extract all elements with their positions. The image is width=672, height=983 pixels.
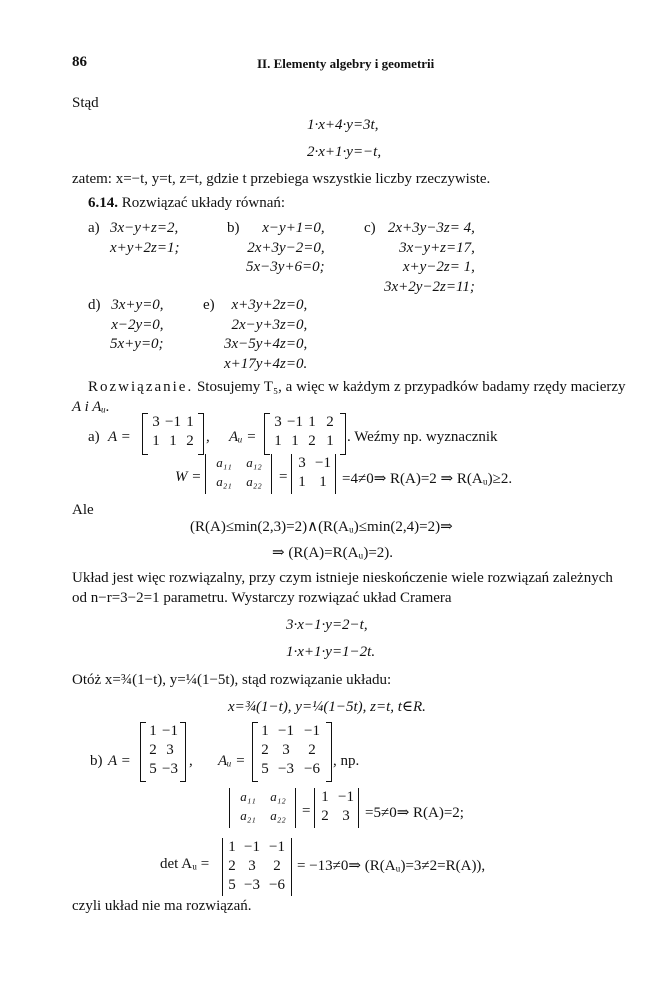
cramer-eq-2: 1·x+1·y=1−2t.	[286, 644, 376, 660]
matrix-B	[140, 722, 186, 782]
det-bar	[291, 838, 292, 896]
matrix-A-right-bracket	[198, 413, 204, 455]
problem-number: 6.14.	[88, 195, 118, 211]
matrix-Bu-cell: 5	[261, 761, 269, 777]
system-b-eq-3: 5x−3y+6=0;	[246, 259, 325, 275]
B-num-cell: 2	[321, 808, 329, 824]
matrix-A-cell: 1	[169, 433, 177, 449]
W-cell: a₂₂	[246, 474, 262, 489]
system-c-eq-2: 3x−y+z=17,	[399, 239, 475, 256]
system-b-equations	[246, 219, 325, 278]
B-num-cell: −1	[338, 789, 354, 805]
solution-intro	[88, 379, 626, 396]
system-d-label: d)	[88, 297, 101, 313]
system-d-equations	[110, 296, 164, 355]
W-equals: W =	[175, 469, 202, 485]
system-b-eq-2: 2x+3y−2=0,	[247, 239, 325, 256]
intro-conclusion: zatem: x=−t, y=t, z=t, gdzie t przebiega wszystkie liczby rzeczywiste.	[72, 171, 491, 187]
system-e-eq-4: x+17y+4z=0.	[224, 355, 308, 372]
W-num-cell: 1	[319, 474, 327, 490]
intro-equation-2: 2·x+1·y=−t,	[307, 144, 382, 160]
stad-text: Stąd	[72, 95, 99, 111]
matrix-B-cell: 1	[149, 723, 157, 739]
det-bar	[229, 788, 230, 828]
cramer-eq-1: 3·x−1·y=2−t,	[286, 617, 368, 633]
W-cell: a₂₁	[216, 474, 232, 489]
system-b-eq-1: x−y+1=0,	[262, 220, 325, 236]
wezmy-text: . Weźmy np. wyznacznik	[347, 429, 498, 445]
system-a-eq-1: 3x−y+z=2,	[110, 220, 179, 236]
det-Au-cell: −1	[269, 839, 285, 855]
det-Au-result: = −13≠0⇒ (R(Aᵤ)=3≠2=R(A)),	[297, 858, 486, 874]
matrix-Au-cell: 1	[326, 433, 334, 449]
system-d-eq-2: x−2y=0,	[111, 316, 164, 333]
system-d-eq-3: 5x+y=0;	[110, 336, 164, 352]
det-Au-cell: −3	[244, 877, 260, 893]
A-equals-b: A =	[108, 753, 131, 769]
matrix-B-cell: −1	[162, 723, 178, 739]
matrix-Bu-cell: −6	[304, 761, 320, 777]
part-b-label: b)	[90, 753, 103, 769]
system-c-eq-4: 3x+2y−2z=11;	[384, 278, 475, 295]
ale-text: Ale	[72, 502, 94, 518]
matrix-Au-cell: 1	[291, 433, 299, 449]
det-bar	[314, 788, 315, 828]
matrix-Bu-cell: −3	[278, 761, 294, 777]
Au-equals: Aᵤ =	[229, 429, 257, 445]
W-num-cell: −1	[315, 455, 331, 471]
paragraph-line-1: Układ jest więc rozwiązalny, przy czym istnieje nieskończenie wiele rozwiązań zależnych	[72, 570, 613, 586]
matrix-B-cell: 2	[149, 742, 157, 758]
solution-text-1: Stosujemy T₅, a więc w każdym z przypadków badamy rzędy macierzy	[196, 379, 626, 395]
page-number: 86	[72, 54, 87, 70]
system-e-eq-2: 2x−y+3z=0,	[231, 316, 308, 333]
matrix-Au-cell: 1	[308, 414, 316, 430]
otoz-text: Otóż x=¾(1−t), y=¼(1−5t), stąd rozwiązanie układu:	[72, 672, 392, 688]
det-bar	[295, 788, 296, 828]
W-cell: a₁₂	[246, 455, 262, 470]
det-Au-cell: 3	[248, 858, 256, 874]
running-head: II. Elementy algebry i geometrii	[257, 56, 435, 71]
matrix-A-cell: 2	[186, 433, 194, 449]
system-e-equations	[224, 296, 307, 374]
system-e-eq-3: 3x−5y+4z=0,	[224, 336, 308, 352]
matrix-Bu-cell: 3	[282, 742, 290, 758]
det-Au-cell: 2	[273, 858, 281, 874]
det-Au-matrix	[222, 838, 294, 896]
system-a	[88, 219, 100, 239]
matrix-Au-cell: 2	[308, 433, 316, 449]
det-bar	[271, 454, 272, 494]
system-b-label: b)	[227, 220, 240, 236]
B-det-result: =5≠0⇒ R(A)=2;	[365, 805, 464, 821]
equals-sign: =	[279, 469, 288, 485]
W-symbolic-determinant	[205, 454, 275, 494]
B-sym-cell: a₁₂	[270, 789, 286, 804]
det-Au-label: det Aᵤ =	[160, 856, 210, 872]
comma: ,	[206, 429, 210, 445]
matrix-A-cell: −1	[165, 414, 181, 430]
system-a-label: a)	[88, 220, 100, 236]
system-d-eq-1: 3x+y=0,	[111, 297, 164, 313]
matrix-B-cell: −3	[162, 761, 178, 777]
equals-sign: =	[302, 803, 311, 819]
W-num-cell: 3	[298, 455, 306, 471]
Au-equals-b: Aᵤ =	[218, 753, 246, 769]
final-solution-a: x=¾(1−t), y=¼(1−5t), z=t, t∈R.	[228, 699, 426, 715]
A-equals: A =	[108, 429, 131, 445]
matrix-Bu-cell: 1	[261, 723, 269, 739]
det-Au-cell: −1	[244, 839, 260, 855]
matrix-Au-cell: 2	[326, 414, 334, 430]
det-Au-cell: −6	[269, 877, 285, 893]
final-solution-b: czyli układ nie ma rozwiązań.	[72, 898, 252, 914]
matrix-Au-cell: 1	[274, 433, 282, 449]
solution-text-2: A i Aᵤ.	[72, 399, 110, 415]
system-c-eq-3: x+y−2z= 1,	[402, 259, 475, 275]
logic-line-2: ⇒ (R(A)=R(Aᵤ)=2).	[272, 545, 394, 561]
system-a-equations	[110, 219, 180, 258]
problem-heading	[88, 195, 285, 212]
W-cell: a₁₁	[216, 455, 232, 470]
matrix-B-cell: 3	[166, 742, 174, 758]
matrix-Bu-cell: 2	[261, 742, 269, 758]
matrix-Bu-right-bracket	[326, 722, 332, 782]
intro-equation-1: 1·x+4·y=3t,	[307, 117, 379, 133]
system-a-eq-2: x+y+2z=1;	[110, 239, 180, 256]
matrix-B-cell: 5	[149, 761, 157, 777]
B-sym-cell: a₁₁	[240, 789, 256, 804]
system-c-label: c)	[364, 220, 376, 236]
solution-label: Rozwiązanie.	[88, 379, 194, 395]
W-numeric-determinant	[291, 454, 339, 494]
matrix-A	[142, 413, 204, 455]
det-bar	[291, 454, 292, 494]
B-num-cell: 3	[342, 808, 350, 824]
det-Au-cell: 5	[228, 877, 236, 893]
B-num-cell: 1	[321, 789, 329, 805]
system-c-equations	[384, 219, 475, 297]
det-bar	[335, 454, 336, 494]
B-symbolic-determinant	[229, 788, 299, 828]
det-bar	[222, 838, 223, 896]
matrix-Au-cell: 3	[274, 414, 282, 430]
system-e-label: e)	[203, 297, 215, 313]
det-bar	[205, 454, 206, 494]
B-sym-cell: a₂₂	[270, 808, 286, 823]
matrix-Au-right-bracket	[340, 413, 346, 455]
logic-line-1: (R(A)≤min(2,3)=2)∧(R(Aᵤ)≤min(2,4)=2)⇒	[190, 519, 453, 535]
det-Au-cell: 2	[228, 858, 236, 874]
matrix-A-cell: 1	[186, 414, 194, 430]
det-Au-cell: 1	[228, 839, 236, 855]
matrix-Au	[264, 413, 346, 455]
B-numeric-determinant	[314, 788, 362, 828]
np-text: , np.	[333, 753, 360, 769]
matrix-Bu-cell: −1	[304, 723, 320, 739]
B-sym-cell: a₂₁	[240, 808, 256, 823]
W-result: =4≠0⇒ R(A)=2 ⇒ R(Aᵤ)≥2.	[342, 471, 513, 487]
comma: ,	[189, 753, 193, 769]
matrix-Bu-cell: 2	[308, 742, 316, 758]
det-bar	[358, 788, 359, 828]
paragraph-line-2: od n−r=3−2=1 parametru. Wystarczy rozwiązać układ Cramera	[72, 590, 452, 606]
matrix-B-right-bracket	[180, 722, 186, 782]
matrix-Bu	[252, 722, 332, 782]
part-a-label: a)	[88, 429, 100, 445]
matrix-A-cell: 3	[152, 414, 160, 430]
system-c-eq-1: 2x+3y−3z= 4,	[387, 220, 475, 236]
W-num-cell: 1	[298, 474, 306, 490]
matrix-Bu-cell: −1	[278, 723, 294, 739]
problem-text: Rozwiązać układy równań:	[121, 195, 286, 211]
matrix-Au-cell: −1	[287, 414, 303, 430]
matrix-A-cell: 1	[152, 433, 160, 449]
system-e-eq-1: x+3y+2z=0,	[231, 297, 308, 313]
